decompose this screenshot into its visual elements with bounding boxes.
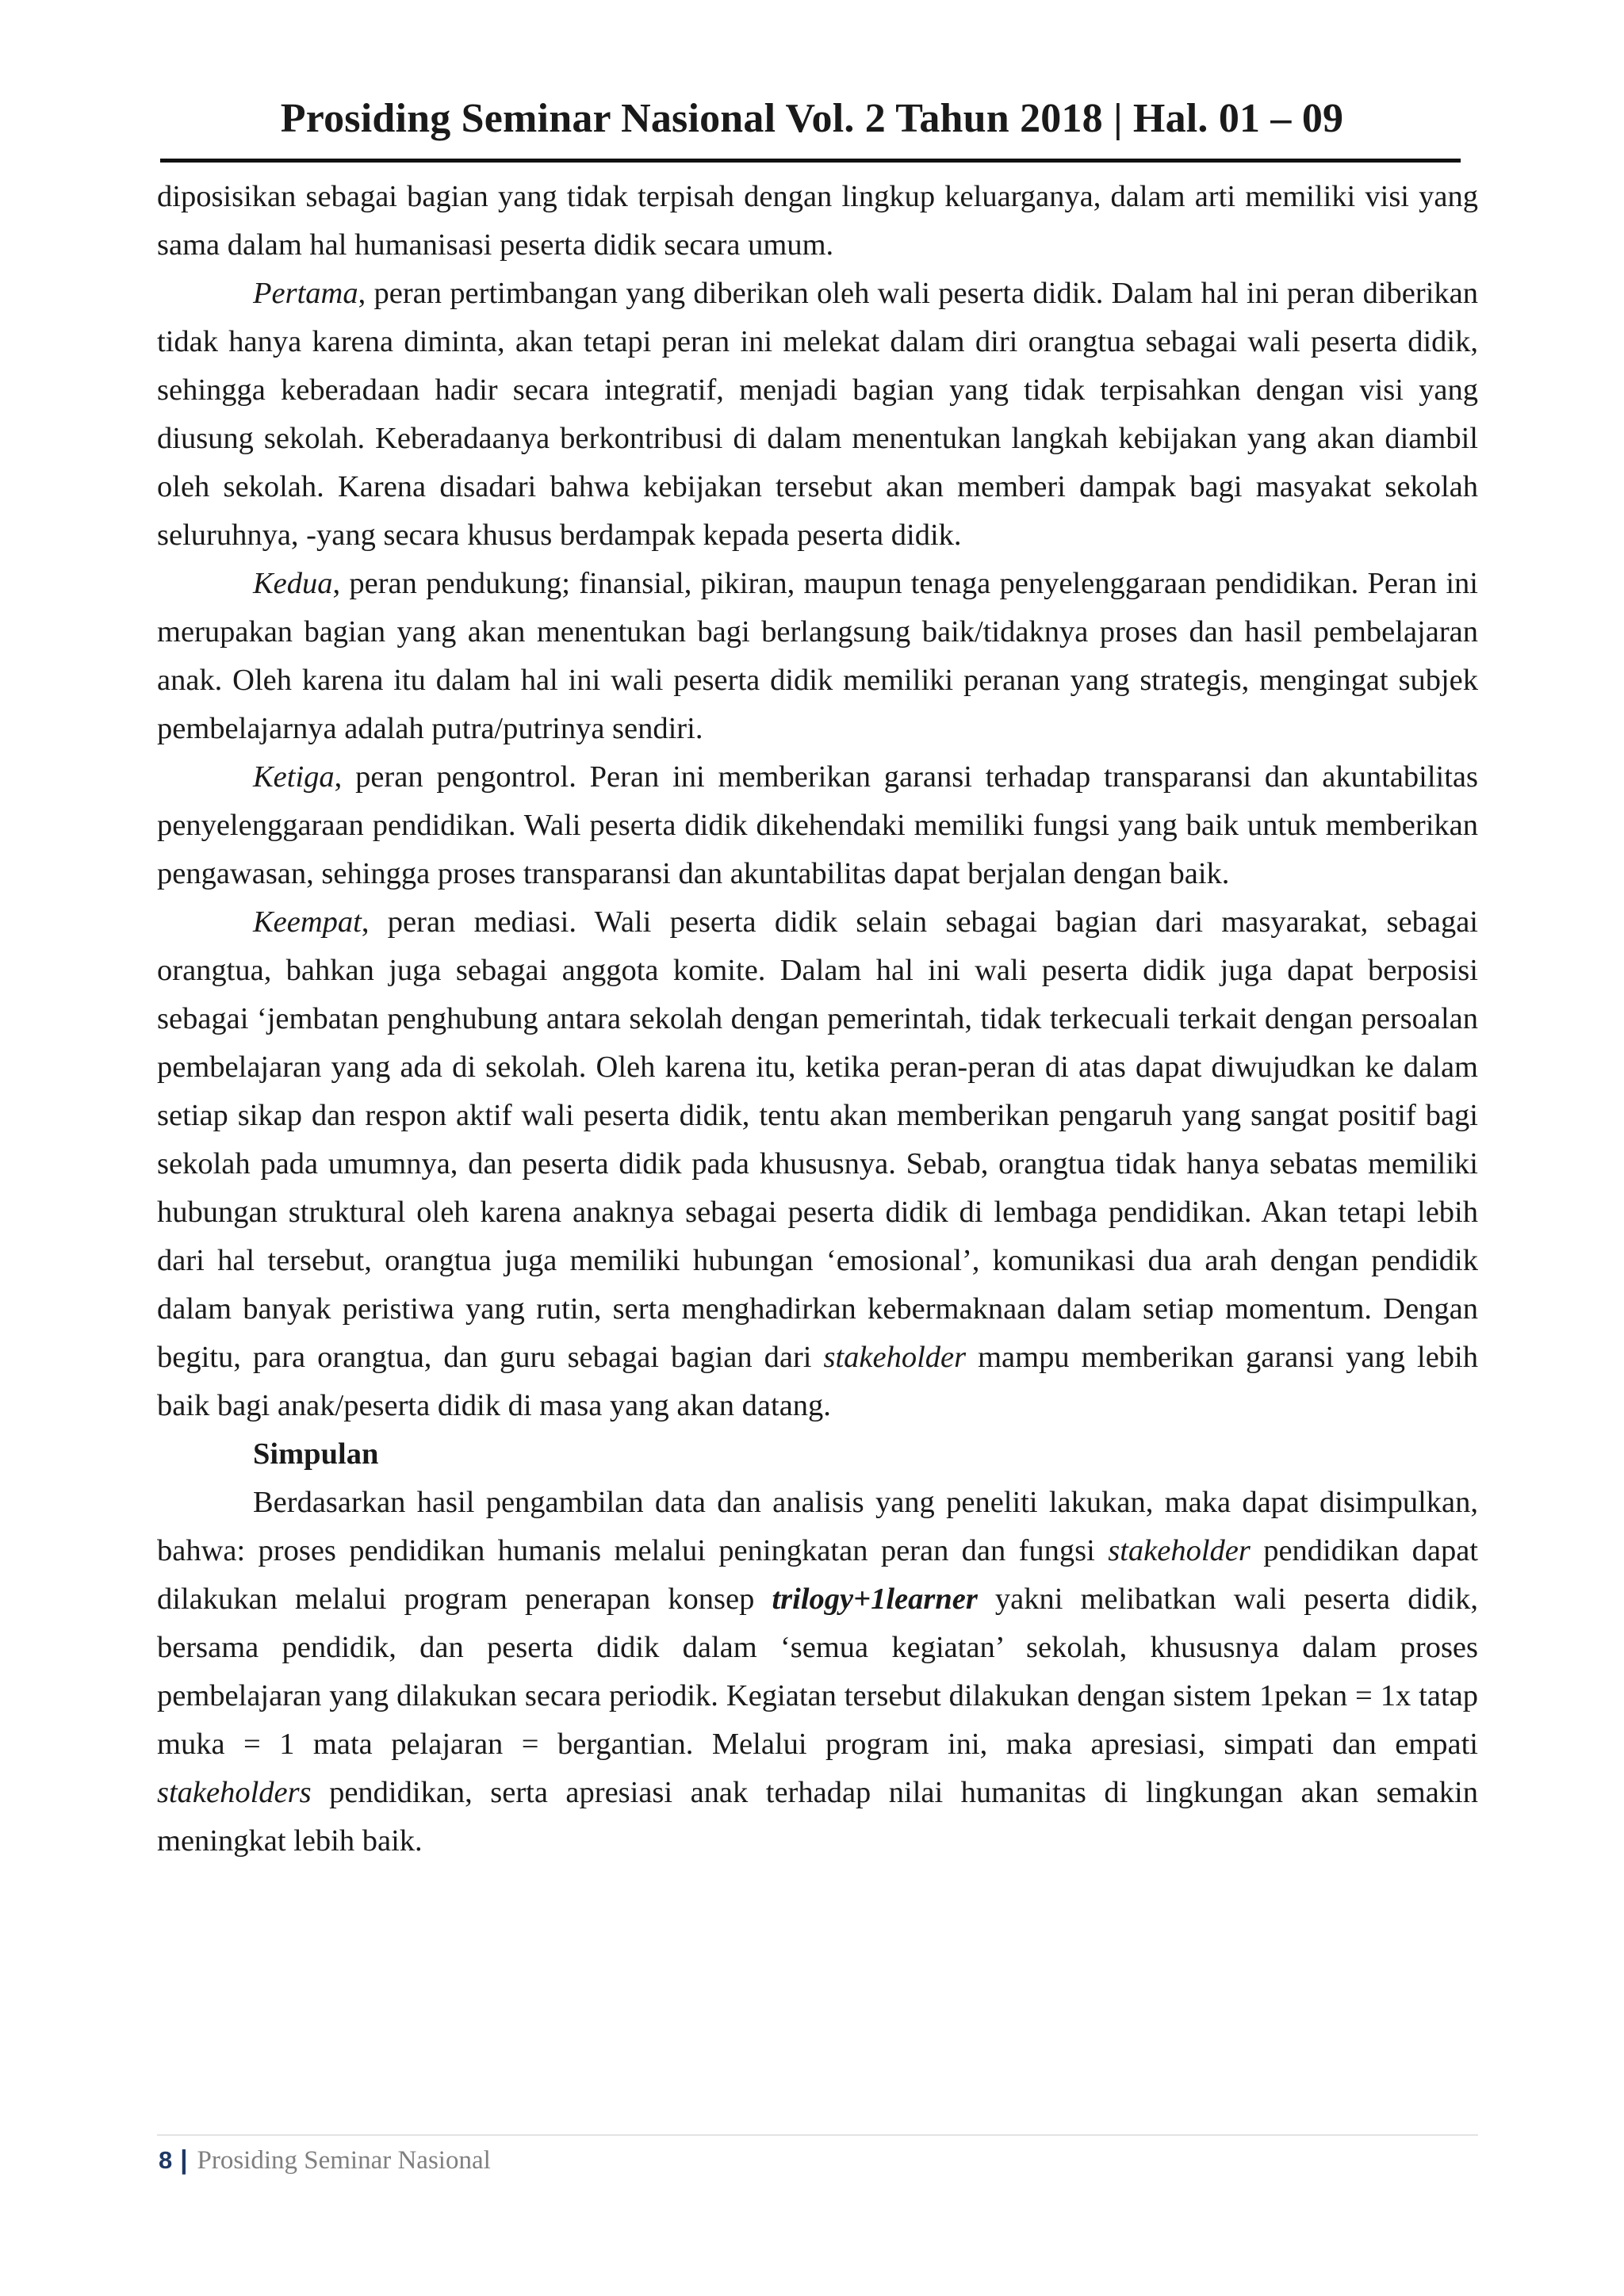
lead-term: Pertama [253,277,358,310]
footer-separator: | [180,2145,188,2174]
paragraph-kedua: Kedua, peran pendukung; finansial, pikiran, maupun tenaga penyelenggaraan pendidikan. Peran ini merupakan bagian yang akan menentukan bagi berlangsung baik/tidaknya proses dan hasil pembelajaran anak. Oleh karena itu dalam hal ini wali peserta didik memiliki peranan yang strategis, mengingat subjek pembelajarnya adalah putra/putrinya sendiri. [157,567,1478,745]
paragraph-ketiga: Ketiga, peran pengontrol. Peran ini memberikan garansi terhadap transparansi dan akuntabilitas penyelenggaraan pendidikan. Wali peserta didik dikehendaki memiliki fungsi yang baik untuk memberikan pengawasan, sehingga proses transparansi dan akuntabilitas dapat berjalan dengan baik. [157,760,1478,890]
footer-divider [157,2134,1478,2136]
body-text [157,173,1478,1866]
paragraph-keempat: Keempat, peran mediasi. Wali peserta didik selain sebagai bagian dari masyarakat, sebagai orangtua, bahkan juga sebagai anggota komite. Dalam hal ini wali peserta didik juga dapat berposisi sebagai ‘jembatan penghubung antara sekolah dengan pemerintah, tidak terkecuali terkait dengan persoalan pembelajaran yang ada di sekolah. Oleh karena itu, ketika peran-peran di atas dapat diwujudkan ke dalam setiap sikap dan respon aktif wali peserta didik, tentu akan memberikan pengaruh yang sangat positif bagi sekolah pada umumnya, dan peserta didik pada khususnya. Sebab, orangtua tidak hanya sebatas memiliki hubungan struktural oleh karena anaknya sebagai peserta didik di lembaga pendidikan. Akan tetapi lebih dari hal tersebut, orangtua juga memiliki hubungan ‘emosional’, komunikasi dua arah dengan pendidik dalam banyak peristiwa yang rutin, serta menghadirkan kebermaknaan dalam setiap momentum. Dengan begitu, para orangtua, dan guru sebagai bagian dari stakeholder mampu memberikan garansi yang lebih baik bagi anak/peserta didik di masa yang akan datang. [157,905,1478,1422]
lead-term: Keempat [253,905,362,939]
paragraph-pertama: Pertama, peran pertimbangan yang diberikan oleh wali peserta didik. Dalam hal ini peran diberikan tidak hanya karena diminta, akan tetapi peran ini melekat dalam diri orangtua sebagai wali peserta didik, sehingga keberadaan hadir secara integratif, menjadi bagian yang tidak terpisahkan dengan visi yang diusung sekolah. Keberadaanya berkontribusi di dalam menentukan langkah kebijakan yang akan diambil oleh sekolah. Karena disadari bahwa kebijakan tersebut akan memberi dampak bagi masyakat sekolah seluruhnya, -yang secara khusus berdampak kepada peserta didik. [157,277,1478,552]
paragraph-simpulan: Berdasarkan hasil pengambilan data dan analisis yang peneliti lakukan, maka dapat disimpulkan, bahwa: proses pendidikan humanis melalui peningkatan peran dan fungsi stakeholder pendidikan dapat dilakukan melalui program penerapan konsep trilogy+1learner yakni melibatkan wali peserta didik, bersama pendidik, dan peserta didik dalam ‘semua kegiatan’ sekolah, khususnya dalam proses pembelajaran yang dilakukan secara periodik. Kegiatan tersebut dilakukan dengan sistem 1pekan = 1x tatap muka = 1 mata pelajaran = bergantian. Melalui program ini, maka apresiasi, simpati dan empati stakeholders pendidikan, serta apresiasi anak terhadap nilai humanitas di lingkungan akan semakin meningkat lebih baik. [157,1486,1478,1858]
section-heading: Simpulan [253,1437,379,1471]
footer-label: Prosiding Seminar Nasional [197,2146,491,2175]
running-header: Prosiding Seminar Nasional Vol. 2 Tahun 2018 | Hal. 01 – 09 [280,96,1344,141]
lead-term: Kedua [253,567,333,600]
header-divider [160,159,1461,163]
page-footer [159,2142,491,2178]
lead-term: Ketiga [253,760,335,794]
page-number: 8 [159,2146,173,2174]
paragraph-continuation: diposisikan sebagai bagian yang tidak terpisah dengan lingkup keluarganya, dalam arti memiliki visi yang sama dalam hal humanisasi peserta didik secara umum. [157,180,1478,262]
